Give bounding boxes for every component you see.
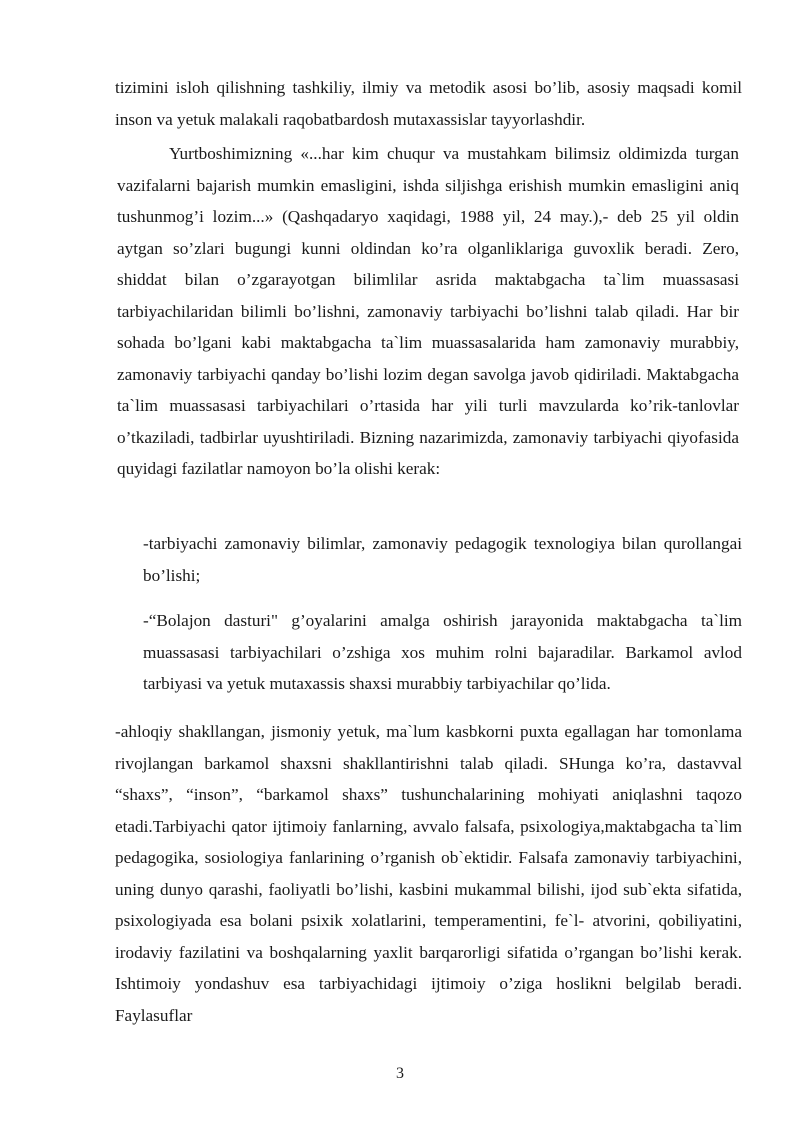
- list-item-bolajon-program: -“Bolajon dasturi" g’oyalarini amalga oshirish jarayonida maktabgacha ta`lim muassasasi tarbiyachilari o’zshiga xos muhim rolni bajaradilar. Barkamol avlod tarbiyasi va yetuk mutaxassis shaxsi murabbiy tarbiyachilar qo’lida.: [143, 611, 742, 693]
- paragraph-moral-development: -ahloqiy shakllangan, jismoniy yetuk, ma`lum kasbkorni puxta egallagan har tomonlama rivojlangan barkamol shaxsni shakllantirishni talab qiladi. SHunga ko’ra, dastavval “shaxs”, “inson”, “barkamol shaxs” tushunchalarining mohiyati aniqlashni taqozo etadi.Tarbiyachi qator ijtimoiy fanlarning, avvalo falsafa, psixologiya,maktabgacha ta`lim pedagogika, sosiologiya fanlarining o’rganish ob`ektidir. Falsafa zamonaviy tarbiyachini, uning dunyo qarashi, faoliyatli bo’lishi, kasbini mukammal bilishi, ijod sub`ekta sifatida, psixologiyada esa bolani psixik xolatlarini, temperamentini, fe`l- atvorini, qobiliyatini, irodaviy fazilatini va boshqalarning yaxlit barqarorligi sifatida o’rgangan bo’lishi kerak. Ishtimoiy yondashuv esa tarbiyachidagi ijtimoiy o’ziga hoslikni belgilab beradi. Faylasuflar: [115, 722, 742, 1025]
- paragraph-quote: Yurtboshimizning «...har kim chuqur va mustahkam bilimsiz oldimizda turgan vazifalarni bajarish mumkin emasligini, ishda siljishga erishish mumkin emasligini aniq tushunmog’i lozim...» (Qashqadaryo xaqidagi, 1988 yil, 24 may.),- deb 25 yil oldin aytgan so’zlari bugungi kunni oldindan ko’ra olganliklariga guvoxlik beradi. Zero, shiddat bilan o’zgarayotgan bilimlilar asrida maktabgacha ta`lim muassasasi tarbiyachilaridan bilimli bo’lishni, zamonaviy tarbiyachi bo’lishni talab qiladi. Har bir sohada bo’lgani kabi maktabgacha ta`lim muassasalarida ham zamonaviy murabbiy, zamonaviy tarbiyachi qanday bo’lishi lozim degan savolga javob qidiriladi. Maktabgacha ta`lim muassasasi tarbiyachilari o’rtasida har yili turli mavzularda ko’rik-tanlovlar o’tkaziladi, tadbirlar uyushtiriladi. Bizning nazarimizda, zamonaviy tarbiyachi qiyofasida quyidagi fazilatlar namoyon bo’la olishi kerak:: [117, 144, 739, 478]
- page-number: 3: [396, 1065, 404, 1082]
- list-item-modern-knowledge: -tarbiyachi zamonaviy bilimlar, zamonaviy pedagogik texnologiya bilan qurollangai bo’lishi;: [143, 534, 742, 585]
- paragraph-continuation: tizimini isloh qilishning tashkiliy, ilmiy va metodik asosi bo’lib, asosiy maqsadi komil inson va yetuk malakali raqobatbardosh mutaxassislar tayyorlashdir.: [115, 78, 742, 129]
